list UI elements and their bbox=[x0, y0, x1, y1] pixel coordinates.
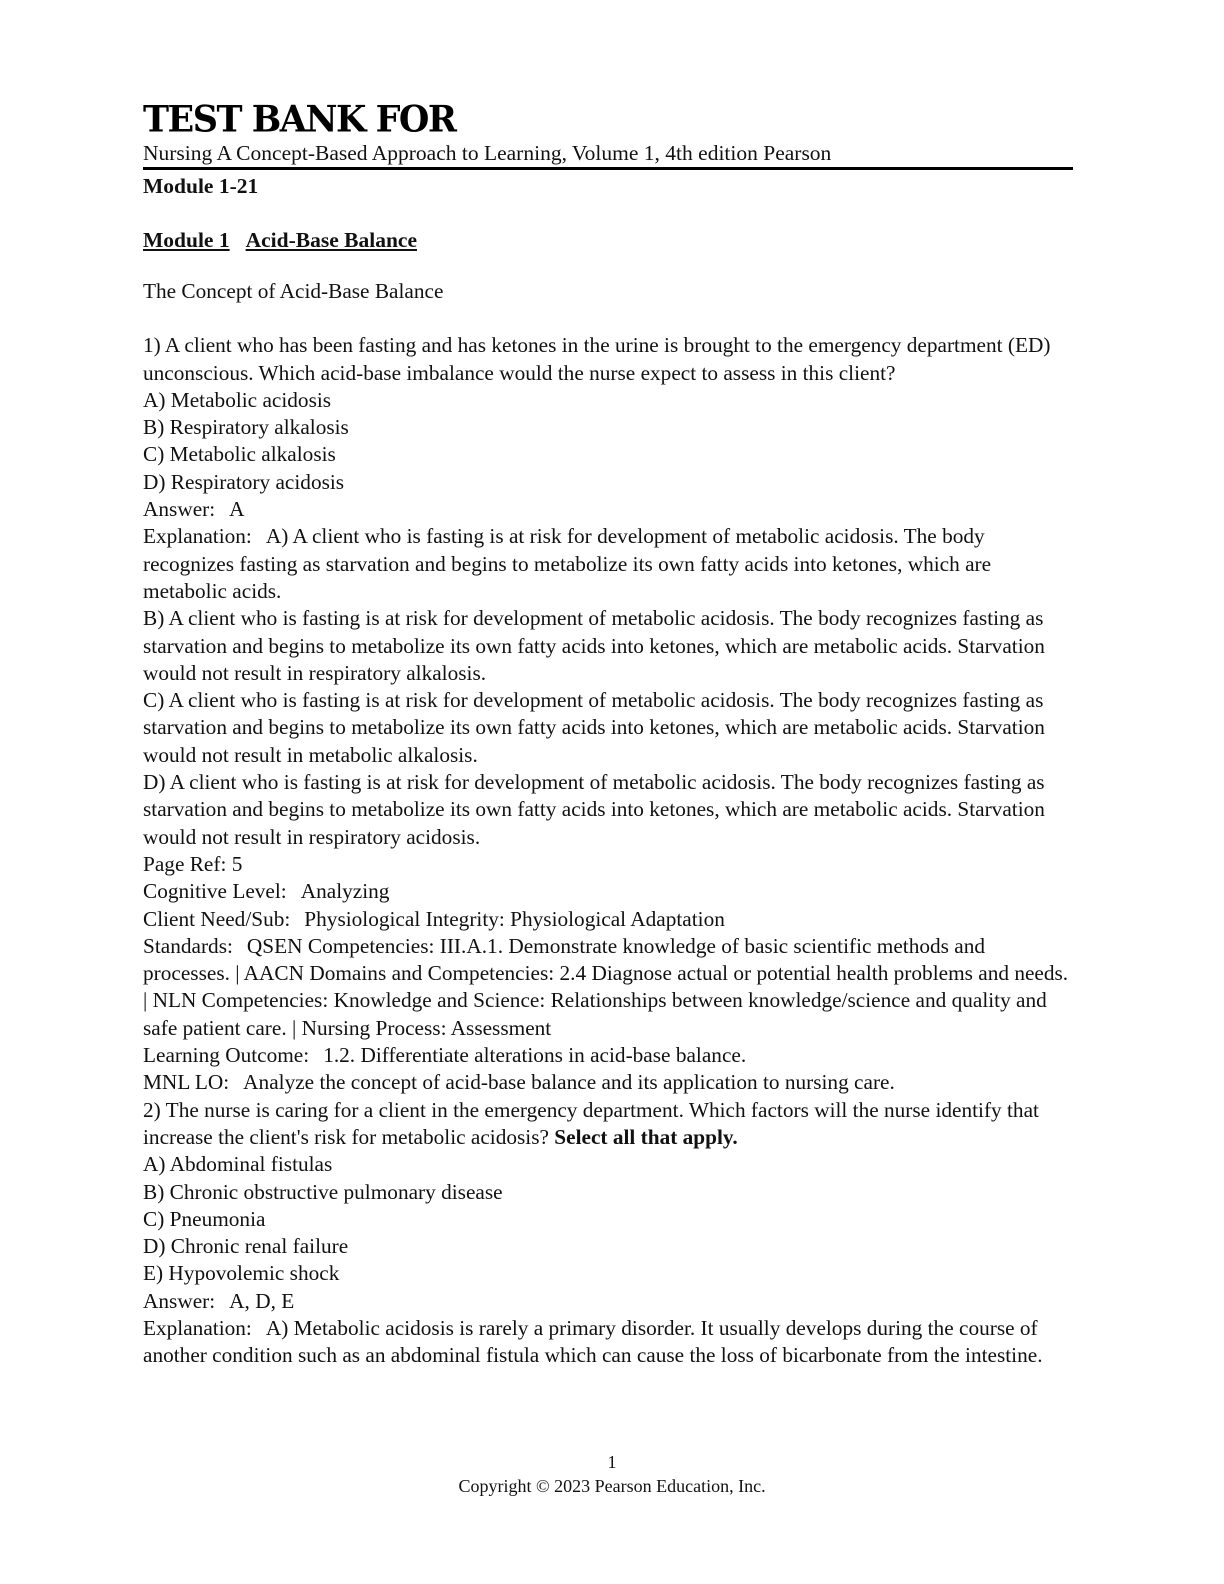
explanation-line bbox=[143, 1315, 1073, 1370]
answer-option: C) Metabolic alkalosis bbox=[143, 442, 336, 467]
page-number: 1 bbox=[607, 1452, 617, 1472]
answer-label: Answer: bbox=[143, 1288, 216, 1313]
page-content bbox=[143, 98, 1073, 1370]
explanation-line bbox=[143, 523, 1073, 605]
select-all-note: Select all that apply. bbox=[554, 1124, 738, 1149]
book-subtitle: Nursing A Concept-Based Approach to Learning, Volume 1, 4th edition Pearson bbox=[143, 140, 1073, 170]
question-stem-text: 2) The nurse is caring for a client in the emergency department. Which factors will the nurse identify that increase the client's risk for metabolic acidosis? bbox=[143, 1097, 1039, 1149]
concept-heading: The Concept of Acid-Base Balance bbox=[143, 279, 444, 303]
cognitive-level bbox=[143, 878, 1073, 905]
client-need-label: Client Need/Sub: bbox=[143, 906, 291, 931]
module-title: Acid-Base Balance bbox=[245, 228, 418, 252]
mnl-label: MNL LO: bbox=[143, 1070, 230, 1095]
answer-line bbox=[143, 1288, 1073, 1315]
explanation-text: D) A client who is fasting is at risk for development of metabolic acidosis. The body recognizes fasting as starvation and begins to metabolize its own fatty acids into ketones, which are metabolic acids. Starvation would not result in respiratory acidosis. bbox=[143, 770, 1045, 849]
question-stem: 1) A client who has been fasting and has ketones in the urine is brought to the emergency department (ED) unconscious. Which acid-base imbalance would the nurse expect to assess in this client? bbox=[143, 333, 1051, 385]
module-heading bbox=[143, 224, 1073, 256]
answer-value: A, D, E bbox=[229, 1288, 295, 1313]
learning-outcome bbox=[143, 1042, 1073, 1069]
mnl-value: Analyze the concept of acid-base balance and its application to nursing care. bbox=[243, 1070, 895, 1095]
answer-option: D) Respiratory acidosis bbox=[143, 469, 345, 494]
answer-option: D) Chronic renal failure bbox=[143, 1234, 349, 1259]
outcome-value: 1.2. Differentiate alterations in acid-base balance. bbox=[323, 1043, 747, 1068]
answer-option: C) Pneumonia bbox=[143, 1206, 266, 1231]
answer-line bbox=[143, 496, 1073, 523]
client-need bbox=[143, 906, 1073, 933]
outcome-label: Learning Outcome: bbox=[143, 1043, 310, 1068]
client-need-value: Physiological Integrity: Physiological Adaptation bbox=[304, 906, 725, 931]
answer-option: E) Hypovolemic shock bbox=[143, 1261, 340, 1286]
answer-value: A bbox=[229, 497, 245, 522]
standards-label: Standards: bbox=[143, 933, 233, 958]
page-ref: Page Ref: 5 bbox=[143, 851, 243, 876]
answer-label: Answer: bbox=[143, 497, 216, 522]
answer-option: A) Abdominal fistulas bbox=[143, 1152, 333, 1177]
module-range: Module 1-21 bbox=[143, 174, 259, 198]
standards-value: QSEN Competencies: III.A.1. Demonstrate knowledge of basic scientific methods and processes. | AACN Domains and Competencies: 2.4 Diagnose actual or potential health problems and needs. | NLN Competencies: Knowledge and Science: Relationships between knowledge/science and quality and safe patient care. | Nursing Process: Assessment bbox=[143, 933, 1069, 1040]
explanation-text: B) A client who is fasting is at risk for development of metabolic acidosis. The body recognizes fasting as starvation and begins to metabolize its own fatty acids into ketones, which are metabolic acids. Starvation would not result in respiratory alkalosis. bbox=[143, 606, 1045, 685]
explanation-text: C) A client who is fasting is at risk for development of metabolic acidosis. The body recognizes fasting as starvation and begins to metabolize its own fatty acids into ketones, which are metabolic acids. Starvation would not result in metabolic alkalosis. bbox=[143, 688, 1045, 767]
answer-option: B) Respiratory alkalosis bbox=[143, 415, 349, 440]
copyright-notice: Copyright © 2023 Pearson Education, Inc. bbox=[458, 1476, 766, 1496]
cognitive-value: Analyzing bbox=[300, 879, 390, 904]
explanation-label: Explanation: bbox=[143, 1315, 252, 1340]
mnl-lo bbox=[143, 1069, 1073, 1096]
question-stem bbox=[143, 1097, 1073, 1152]
module-number: Module 1 bbox=[143, 228, 230, 252]
banner-title: TEST BANK FOR bbox=[143, 98, 456, 142]
standards bbox=[143, 933, 1073, 1042]
answer-option: A) Metabolic acidosis bbox=[143, 387, 332, 412]
explanation-text: A) Metabolic acidosis is rarely a primary disorder. It usually develops during the course of another condition such as an abdominal fistula which can cause the loss of bicarbonate from the intestine. bbox=[143, 1315, 1043, 1368]
answer-option: B) Chronic obstructive pulmonary disease bbox=[143, 1179, 503, 1204]
explanation-label: Explanation: bbox=[143, 524, 252, 549]
cognitive-label: Cognitive Level: bbox=[143, 879, 287, 904]
explanation-text: A) A client who is fasting is at risk for development of metabolic acidosis. The body recognizes fasting as starvation and begins to metabolize its own fatty acids into ketones, which are metabolic acids. bbox=[143, 524, 992, 603]
